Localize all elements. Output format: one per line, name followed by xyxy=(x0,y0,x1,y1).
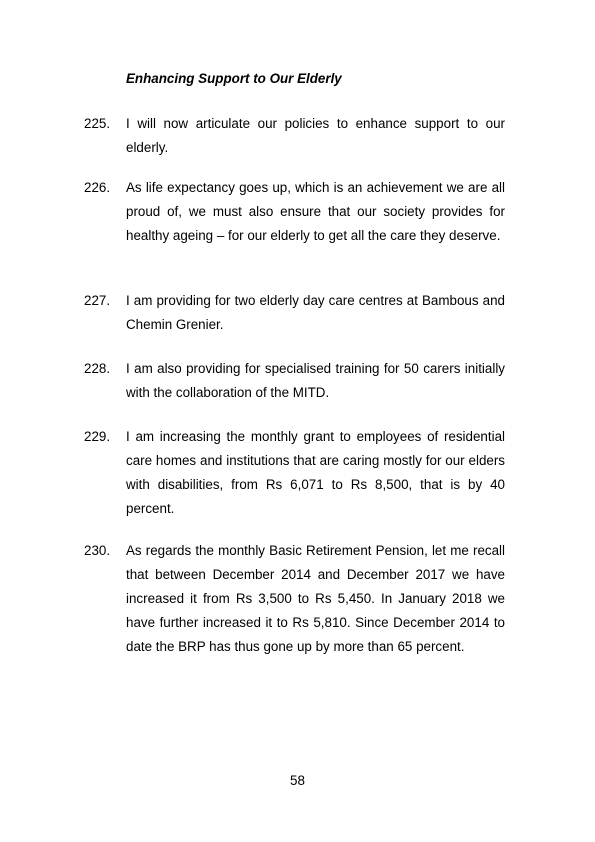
paragraph-229 xyxy=(84,425,505,521)
paragraph-number: 228. xyxy=(84,361,111,376)
paragraph-number: 227. xyxy=(84,293,111,308)
paragraph-text: As life expectancy goes up, which is an achievement we are all proud of, we must also ensure that our society provides for healthy ageing – for our elderly to get all the care they deserve. xyxy=(126,180,505,243)
paragraph-text: I am increasing the monthly grant to employees of residential care homes and institutions that are caring mostly for our elders with disabilities, from Rs 6,071 to Rs 8,500, that is by 40 percent. xyxy=(126,429,505,516)
paragraph-228 xyxy=(84,357,505,405)
section-heading: Enhancing Support to Our Elderly xyxy=(126,71,342,86)
paragraph-number: 230. xyxy=(84,543,111,558)
paragraph-225 xyxy=(84,112,505,160)
paragraph-text: As regards the monthly Basic Retirement Pension, let me recall that between December 2014 and December 2017 we have increased it from Rs 3,500 to Rs 5,450. In January 2018 we have further increased it to Rs 5,810. Since December 2014 to date the BRP has thus gone up by more than 65 percent. xyxy=(126,543,505,654)
paragraph-text: I am also providing for specialised training for 50 carers initially with the collaboration of the MITD. xyxy=(126,361,505,400)
paragraph-text: I am providing for two elderly day care centres at Bambous and Chemin Grenier. xyxy=(126,293,505,332)
paragraph-227 xyxy=(84,289,505,337)
page-number: 58 xyxy=(290,773,305,788)
paragraph-number: 229. xyxy=(84,429,111,444)
paragraph-230 xyxy=(84,539,505,659)
paragraph-number: 225. xyxy=(84,116,111,131)
paragraph-text: I will now articulate our policies to enhance support to our elderly. xyxy=(126,116,505,155)
paragraph-number: 226. xyxy=(84,180,111,195)
paragraph-226 xyxy=(84,176,505,248)
